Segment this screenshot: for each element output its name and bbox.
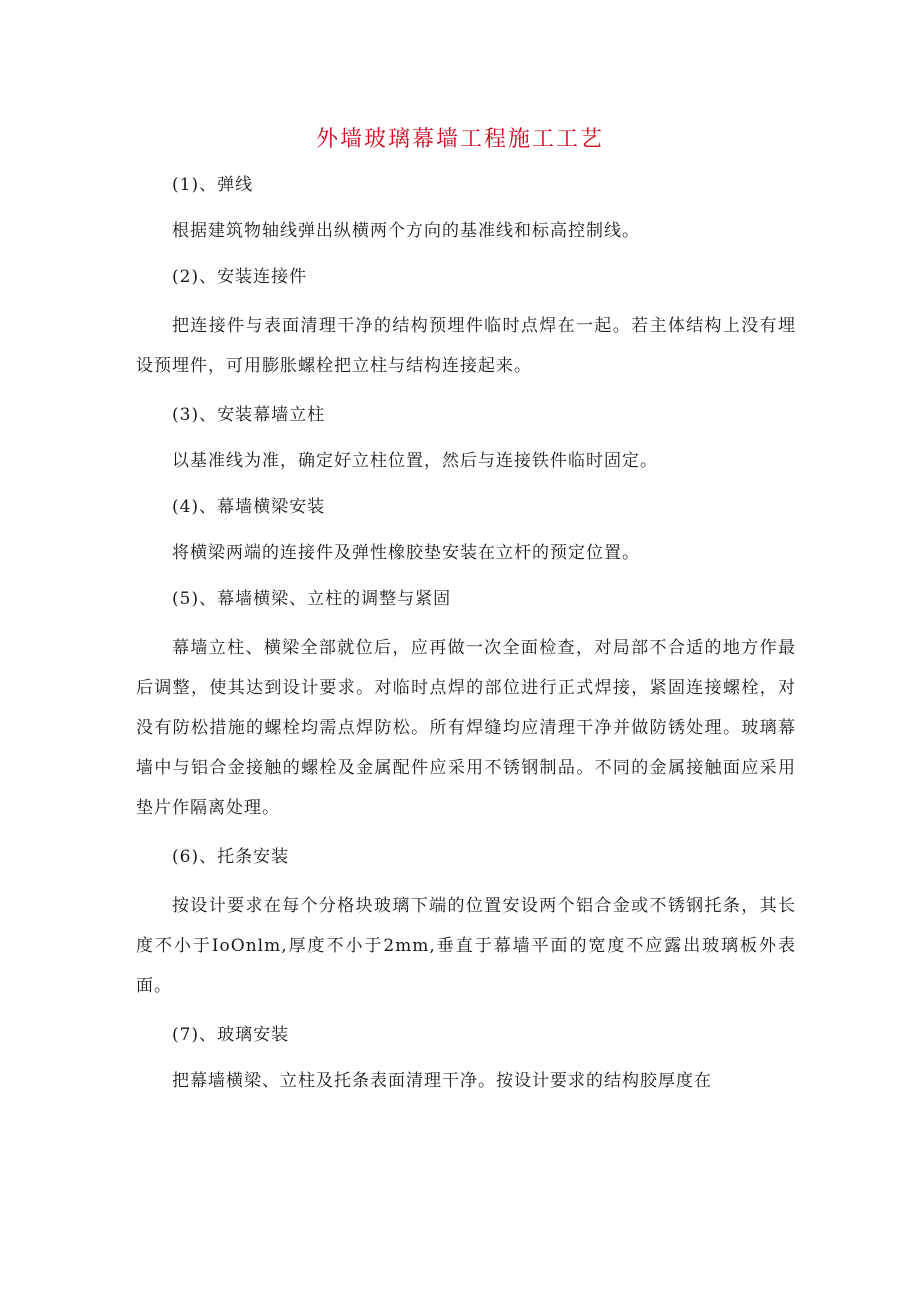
section-text-5: 幕墙立柱、横梁全部就位后，应再做一次全面检查，对局部不合适的地方作最后调整，使其达到设计要求。对临时点焊的部位进行正式焊接，紧固连接螺栓，对没有防松措施的螺栓均需点焊防松。所有焊缝均应清理干净并做防锈处理。玻璃幕墙中与铝合金接触的螺栓及金属配件应采用不锈钢制品。不同的金属接触面应采用垫片作隔离处理。 — [136, 638, 796, 818]
section-heading-5: (5)、幕墙横梁、立柱的调整与紧固 — [172, 589, 452, 609]
section-heading-4: (4)、幕墙横梁安装 — [172, 497, 326, 517]
section-text-6: 按设计要求在每个分格块玻璃下端的位置安设两个铝合金或不锈钢托条，其长度不小于IoOnlm,厚度不小于2mm,垂直于幕墙平面的宽度不应露出玻璃板外表面。 — [136, 896, 796, 996]
section-heading-1: (1)、弹线 — [172, 175, 254, 195]
section-text-1: 根据建筑物轴线弹出纵横两个方向的基准线和标高控制线。 — [172, 221, 640, 241]
section-heading-2: (2)、安装连接件 — [172, 267, 308, 287]
section-text-4: 将横梁两端的连接件及弹性橡胶垫安装在立杆的预定位置。 — [172, 543, 640, 563]
section-heading-7: (7)、玻璃安装 — [172, 1025, 290, 1045]
section-text-3: 以基准线为准，确定好立柱位置，然后与连接铁件临时固定。 — [172, 451, 658, 471]
section-text-7: 把幕墙横梁、立柱及托条表面清理干净。按设计要求的结构胶厚度在 — [172, 1071, 712, 1091]
section-text-2: 把连接件与表面清理干净的结构预埋件临时点焊在一起。若主体结构上没有埋设预埋件，可用膨胀螺栓把立柱与结构连接起来。 — [136, 316, 796, 376]
document-body — [136, 168, 796, 1110]
section-heading-3: (3)、安装幕墙立柱 — [172, 405, 326, 425]
section-heading-6: (6)、托条安装 — [172, 847, 290, 867]
document-title: 外墙玻璃幕墙工程施工工艺 — [315, 127, 604, 152]
